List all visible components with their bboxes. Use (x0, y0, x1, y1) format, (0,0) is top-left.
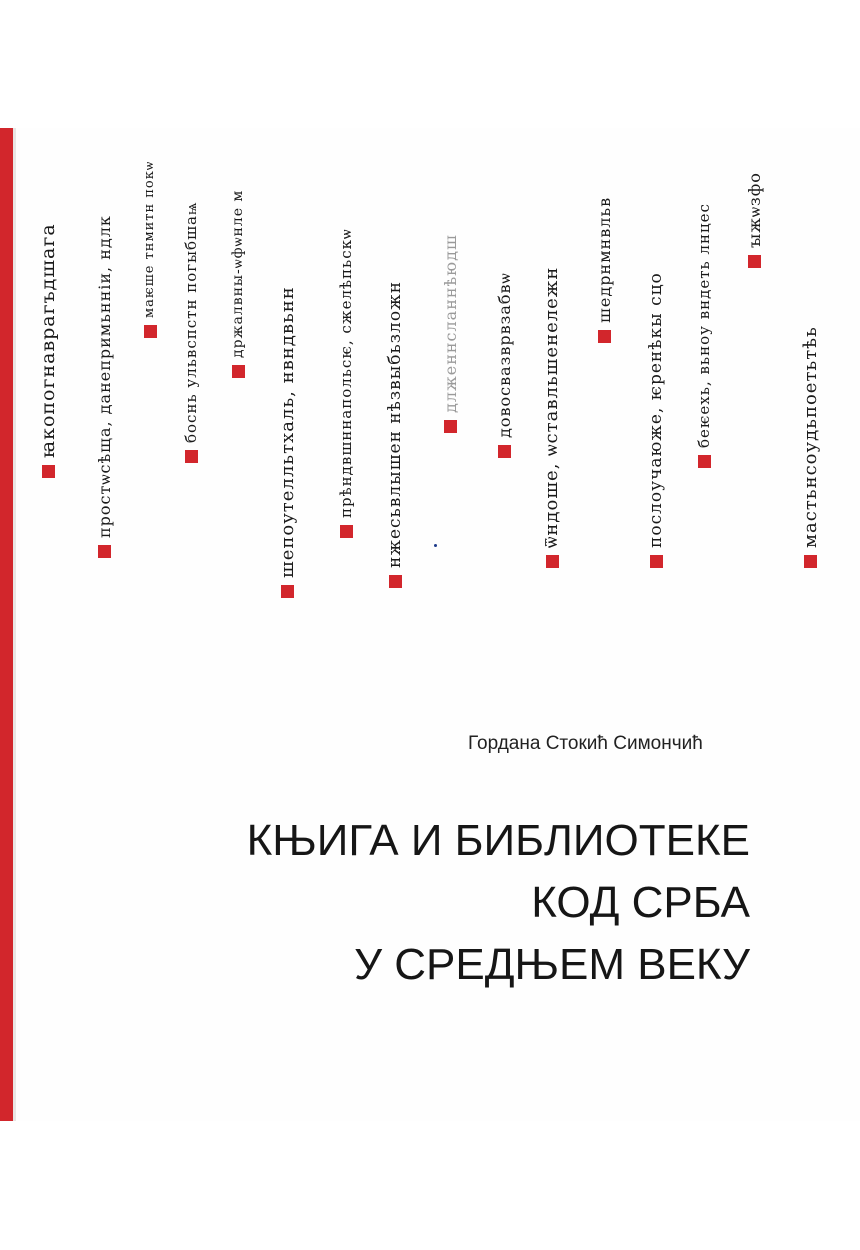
calligraphy-column (226, 128, 250, 378)
calligraphy-text: простѡсѣща, данепримьнніи, ндлк (94, 215, 114, 538)
book-cover (0, 128, 860, 1121)
red-square-marker (698, 455, 711, 468)
calligraphy-column (383, 128, 407, 588)
red-square-marker (389, 575, 402, 588)
red-square-marker (42, 465, 55, 478)
calligraphy-column (138, 128, 162, 338)
calligraphy-column (692, 128, 716, 468)
red-square-marker (281, 585, 294, 598)
calligraphy-text: ꙑжѡзфо (744, 172, 764, 248)
calligraphy-text: нжесьвлышен нѣзвыбьзложн (385, 280, 405, 568)
red-square-marker (185, 450, 198, 463)
calligraphy-column (179, 128, 203, 463)
red-square-marker (444, 420, 457, 433)
calligraphy-text: прѣндвшннапольсѥ, сжелѣпьскѡ (337, 228, 355, 518)
calligraphy-text: ѿндоше, ѡставльшенележн (541, 266, 562, 548)
red-square-marker (232, 365, 245, 378)
calligraphy-column (492, 128, 516, 458)
calligraphy-text: беѥехь, вьноу вндеть лнцес (695, 203, 713, 448)
calligraphy-column (742, 128, 766, 268)
author-name: Гордана Стокић Симончић (468, 733, 703, 754)
calligraphy-text: ꙗкопогнаврагъдшага (37, 223, 59, 458)
calligraphy-column (438, 128, 462, 433)
calligraphy-text: боснь ульвспстн погыбшаѩ (182, 201, 200, 443)
calligraphy-column (275, 128, 299, 598)
calligraphy-text: маѥше тнмитн покѡ (142, 160, 157, 318)
calligraphy-column (592, 128, 616, 343)
calligraphy-text: мастьнсоудьпоетьтѣь (799, 326, 821, 548)
red-square-marker (98, 545, 111, 558)
red-square-marker (498, 445, 511, 458)
calligraphy-text: шедрнмнвльв (594, 196, 614, 323)
title-line-2: КОД СРБА (531, 878, 750, 927)
ink-speck (434, 544, 437, 547)
title-line-3: У СРЕДЊЕМ ВЕКУ (354, 940, 750, 989)
calligraphy-text: послоучаюже, ѥренѣкы сцо (646, 272, 666, 548)
red-square-marker (144, 325, 157, 338)
calligraphy-column (334, 128, 358, 538)
calligraphy-text: длженнсланнѣюдш (440, 234, 460, 413)
calligraphy-column (36, 128, 60, 478)
calligraphy-column (540, 128, 564, 568)
red-square-marker (546, 555, 559, 568)
calligraphy-text: шепоутелльтхаль, нвндвьнн (276, 286, 298, 578)
red-square-marker (598, 330, 611, 343)
book-title (110, 810, 750, 996)
calligraphy-column (644, 128, 668, 568)
calligraphy-column (798, 128, 822, 568)
cover-spine-stripe (0, 128, 13, 1121)
calligraphy-column (92, 128, 116, 558)
title-line-1: КЊИГА И БИБЛИОТЕКЕ (246, 816, 750, 865)
red-square-marker (650, 555, 663, 568)
red-square-marker (340, 525, 353, 538)
red-square-marker (748, 255, 761, 268)
calligraphy-text: држалвны-ѡфѡнле м (230, 189, 246, 358)
calligraphy-text: довосвазврвзабвѡ (494, 272, 514, 438)
red-square-marker (804, 555, 817, 568)
